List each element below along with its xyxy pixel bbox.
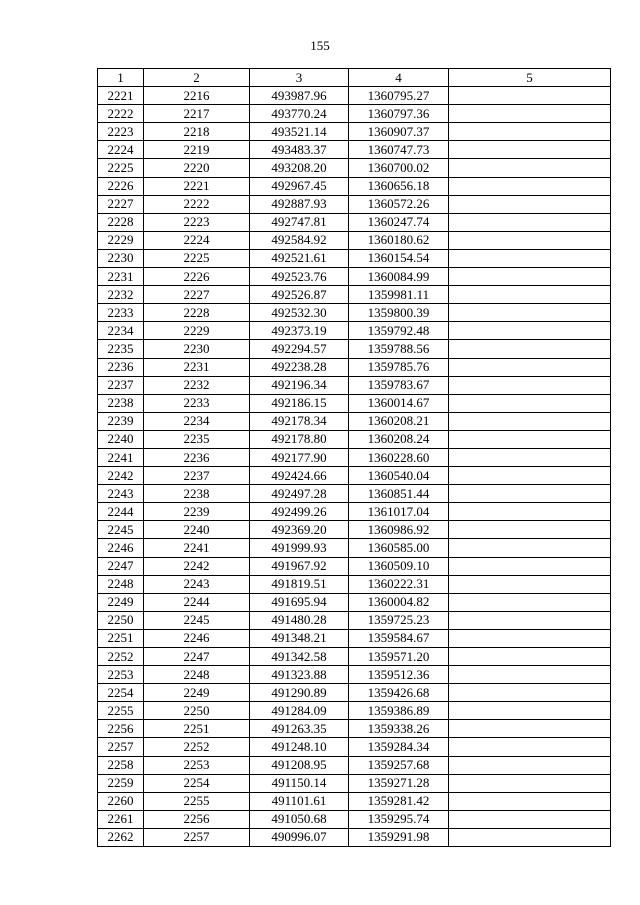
- table-cell: 492196.34: [250, 376, 349, 394]
- table-cell: 1361017.04: [349, 503, 449, 521]
- table-cell: 2249: [144, 684, 250, 702]
- table-cell: 1360851.44: [349, 485, 449, 503]
- table-cell: 491967.92: [250, 557, 349, 575]
- table-cell: 2223: [98, 123, 144, 141]
- table-cell: [449, 485, 611, 503]
- table-cell: 491999.93: [250, 539, 349, 557]
- table-cell: [449, 828, 611, 846]
- table-cell: 1359792.48: [349, 322, 449, 340]
- table-cell: 2224: [98, 141, 144, 159]
- table-cell: [449, 521, 611, 539]
- table-cell: 2261: [98, 810, 144, 828]
- table-cell: 1360797.36: [349, 105, 449, 123]
- table-cell: [449, 177, 611, 195]
- table-cell: [449, 810, 611, 828]
- table-cell: 2226: [144, 268, 250, 286]
- table-cell: 2224: [144, 231, 250, 249]
- table-cell: 1359386.89: [349, 702, 449, 720]
- table-cell: 1360907.37: [349, 123, 449, 141]
- table-cell: 2247: [144, 648, 250, 666]
- column-header: 4: [349, 69, 449, 87]
- table-cell: 493521.14: [250, 123, 349, 141]
- table-cell: 2250: [144, 702, 250, 720]
- table-cell: [449, 720, 611, 738]
- table-cell: 2239: [144, 503, 250, 521]
- table-cell: 2221: [144, 177, 250, 195]
- table-cell: 1360540.04: [349, 467, 449, 485]
- table-cell: 1360208.21: [349, 412, 449, 430]
- table-row: [98, 774, 611, 792]
- table-cell: [449, 304, 611, 322]
- table-cell: 2230: [98, 249, 144, 267]
- table-cell: [449, 738, 611, 756]
- page-number: 155: [310, 38, 330, 53]
- table-cell: 492497.28: [250, 485, 349, 503]
- table-cell: 492499.26: [250, 503, 349, 521]
- table-cell: 1359584.67: [349, 629, 449, 647]
- table-cell: 492584.92: [250, 231, 349, 249]
- table-row: [98, 376, 611, 394]
- table-cell: [449, 430, 611, 448]
- table-row: [98, 159, 611, 177]
- table-cell: 2235: [98, 340, 144, 358]
- table-cell: 1359281.42: [349, 792, 449, 810]
- table-cell: [449, 322, 611, 340]
- table-cell: 2254: [144, 774, 250, 792]
- table-row: [98, 738, 611, 756]
- table-cell: 2252: [144, 738, 250, 756]
- table-cell: 491342.58: [250, 648, 349, 666]
- table-cell: 492424.66: [250, 467, 349, 485]
- table-cell: [449, 666, 611, 684]
- table-row: [98, 123, 611, 141]
- table-cell: [449, 448, 611, 466]
- table-cell: 2242: [98, 467, 144, 485]
- table-cell: 1360004.82: [349, 593, 449, 611]
- table-cell: [449, 358, 611, 376]
- table-body: [98, 87, 611, 847]
- table-cell: 2231: [144, 358, 250, 376]
- table-cell: [449, 629, 611, 647]
- table-cell: 491819.51: [250, 575, 349, 593]
- table-row: [98, 177, 611, 195]
- table-cell: 1360084.99: [349, 268, 449, 286]
- table-cell: 491348.21: [250, 629, 349, 647]
- table-cell: 2230: [144, 340, 250, 358]
- table-cell: 1359783.67: [349, 376, 449, 394]
- table-row: [98, 810, 611, 828]
- table-cell: 2241: [144, 539, 250, 557]
- table-cell: [449, 503, 611, 521]
- table-cell: 2233: [98, 304, 144, 322]
- table-cell: 1360656.18: [349, 177, 449, 195]
- table-cell: 2220: [144, 159, 250, 177]
- table-cell: 491101.61: [250, 792, 349, 810]
- table-cell: 492532.30: [250, 304, 349, 322]
- table-cell: 2227: [144, 286, 250, 304]
- table-cell: 2226: [98, 177, 144, 195]
- table-row: [98, 720, 611, 738]
- table-cell: 491323.88: [250, 666, 349, 684]
- table-cell: 1359271.28: [349, 774, 449, 792]
- table-cell: 2251: [144, 720, 250, 738]
- table-cell: [449, 231, 611, 249]
- table-cell: 2250: [98, 611, 144, 629]
- table-cell: 1360180.62: [349, 231, 449, 249]
- table-row: [98, 575, 611, 593]
- table-cell: 2259: [98, 774, 144, 792]
- table-cell: 492178.80: [250, 430, 349, 448]
- table-cell: 492521.61: [250, 249, 349, 267]
- table-cell: 492523.76: [250, 268, 349, 286]
- column-header: 1: [98, 69, 144, 87]
- table-cell: 1359284.34: [349, 738, 449, 756]
- table-cell: [449, 648, 611, 666]
- table-cell: 2262: [98, 828, 144, 846]
- table-cell: 491695.94: [250, 593, 349, 611]
- table-cell: 1360700.02: [349, 159, 449, 177]
- table-cell: 2239: [98, 412, 144, 430]
- table-cell: 491290.89: [250, 684, 349, 702]
- table-cell: 2243: [144, 575, 250, 593]
- table-cell: 1359800.39: [349, 304, 449, 322]
- table-cell: 2238: [98, 394, 144, 412]
- table-cell: [449, 792, 611, 810]
- table-cell: [449, 213, 611, 231]
- table-cell: 1359571.20: [349, 648, 449, 666]
- table-cell: 2247: [98, 557, 144, 575]
- table-cell: 2244: [98, 503, 144, 521]
- table-cell: [449, 412, 611, 430]
- table-cell: 1359257.68: [349, 756, 449, 774]
- table-cell: 491208.95: [250, 756, 349, 774]
- table-cell: [449, 195, 611, 213]
- table-row: [98, 286, 611, 304]
- table-cell: 2257: [98, 738, 144, 756]
- table-cell: 2243: [98, 485, 144, 503]
- table-cell: 1359295.74: [349, 810, 449, 828]
- table-row: [98, 394, 611, 412]
- table-cell: 2231: [98, 268, 144, 286]
- table-cell: 2218: [144, 123, 250, 141]
- table-row: [98, 611, 611, 629]
- table-cell: 1360572.26: [349, 195, 449, 213]
- table-cell: [449, 593, 611, 611]
- table-cell: 492177.90: [250, 448, 349, 466]
- coordinates-table: [97, 68, 611, 847]
- table-cell: 2255: [144, 792, 250, 810]
- table-row: [98, 448, 611, 466]
- table-cell: 2227: [98, 195, 144, 213]
- table-cell: 2248: [98, 575, 144, 593]
- table-cell: 1359725.23: [349, 611, 449, 629]
- table-cell: [449, 141, 611, 159]
- table-row: [98, 684, 611, 702]
- table-cell: [449, 539, 611, 557]
- table-row: [98, 87, 611, 105]
- table-cell: 2229: [98, 231, 144, 249]
- table-row: [98, 195, 611, 213]
- table-cell: 2245: [144, 611, 250, 629]
- table-cell: 1359291.98: [349, 828, 449, 846]
- table-row: [98, 629, 611, 647]
- table-row: [98, 141, 611, 159]
- table-cell: 490996.07: [250, 828, 349, 846]
- table-row: [98, 340, 611, 358]
- table-cell: 492369.20: [250, 521, 349, 539]
- table-cell: 1359981.11: [349, 286, 449, 304]
- table-row: [98, 593, 611, 611]
- table-cell: 2249: [98, 593, 144, 611]
- table-cell: [449, 394, 611, 412]
- table-cell: 2240: [144, 521, 250, 539]
- table-row: [98, 702, 611, 720]
- table-cell: 2246: [98, 539, 144, 557]
- table-cell: 1360014.67: [349, 394, 449, 412]
- table-cell: 1360154.54: [349, 249, 449, 267]
- table-cell: 2257: [144, 828, 250, 846]
- table-cell: 1359788.56: [349, 340, 449, 358]
- table-cell: 1360986.92: [349, 521, 449, 539]
- table-cell: 493987.96: [250, 87, 349, 105]
- table-cell: 2232: [98, 286, 144, 304]
- table-cell: 2256: [144, 810, 250, 828]
- table-cell: 2221: [98, 87, 144, 105]
- table-cell: 1360222.31: [349, 575, 449, 593]
- table-row: [98, 412, 611, 430]
- table-row: [98, 557, 611, 575]
- table-cell: 2217: [144, 105, 250, 123]
- table-cell: 2258: [98, 756, 144, 774]
- table-row: [98, 430, 611, 448]
- table-cell: 2253: [144, 756, 250, 774]
- table-cell: [449, 702, 611, 720]
- table-row: [98, 105, 611, 123]
- table-cell: 1359512.36: [349, 666, 449, 684]
- table-row: [98, 666, 611, 684]
- table-cell: 2233: [144, 394, 250, 412]
- table-cell: 2225: [144, 249, 250, 267]
- table-cell: [449, 774, 611, 792]
- table-cell: 2228: [98, 213, 144, 231]
- table-cell: 2236: [144, 448, 250, 466]
- table-cell: [449, 105, 611, 123]
- column-header: 3: [250, 69, 349, 87]
- table-cell: 1359785.76: [349, 358, 449, 376]
- table-row: [98, 521, 611, 539]
- column-header: 2: [144, 69, 250, 87]
- table-cell: 492186.15: [250, 394, 349, 412]
- table-cell: [449, 123, 611, 141]
- table-cell: 492887.93: [250, 195, 349, 213]
- column-header: 5: [449, 69, 611, 87]
- table-cell: [449, 286, 611, 304]
- table-cell: [449, 249, 611, 267]
- table-cell: 2241: [98, 448, 144, 466]
- table-cell: 1359338.26: [349, 720, 449, 738]
- table-cell: 2223: [144, 213, 250, 231]
- table-cell: 1359426.68: [349, 684, 449, 702]
- table-row: [98, 467, 611, 485]
- table-cell: 1360747.73: [349, 141, 449, 159]
- table-row: [98, 539, 611, 557]
- table-header-row: [98, 69, 611, 87]
- table-row: [98, 249, 611, 267]
- table-cell: 491284.09: [250, 702, 349, 720]
- table-cell: 492178.34: [250, 412, 349, 430]
- table-cell: 1360509.10: [349, 557, 449, 575]
- table-row: [98, 322, 611, 340]
- table-cell: 1360247.74: [349, 213, 449, 231]
- table-cell: 491150.14: [250, 774, 349, 792]
- table-cell: 492294.57: [250, 340, 349, 358]
- table-cell: [449, 684, 611, 702]
- table-cell: 492526.87: [250, 286, 349, 304]
- table-cell: 2229: [144, 322, 250, 340]
- table-cell: [449, 268, 611, 286]
- table-cell: [449, 756, 611, 774]
- table-row: [98, 213, 611, 231]
- table-cell: 493770.24: [250, 105, 349, 123]
- table-cell: 493483.37: [250, 141, 349, 159]
- table-row: [98, 756, 611, 774]
- table-cell: 2254: [98, 684, 144, 702]
- table-cell: 2244: [144, 593, 250, 611]
- table-cell: 2234: [144, 412, 250, 430]
- table-cell: 2242: [144, 557, 250, 575]
- table-cell: 492373.19: [250, 322, 349, 340]
- table-cell: 492238.28: [250, 358, 349, 376]
- table-cell: 2248: [144, 666, 250, 684]
- table-row: [98, 231, 611, 249]
- table-cell: 2236: [98, 358, 144, 376]
- table-cell: 1360795.27: [349, 87, 449, 105]
- table-cell: 2235: [144, 430, 250, 448]
- table-cell: [449, 557, 611, 575]
- table-cell: 2232: [144, 376, 250, 394]
- table-row: [98, 648, 611, 666]
- table-cell: 2222: [98, 105, 144, 123]
- table-row: [98, 792, 611, 810]
- table-cell: [449, 575, 611, 593]
- table-cell: 2237: [98, 376, 144, 394]
- table-cell: 2228: [144, 304, 250, 322]
- table-cell: 491050.68: [250, 810, 349, 828]
- table-cell: 2251: [98, 629, 144, 647]
- table-cell: 2237: [144, 467, 250, 485]
- table-cell: 2219: [144, 141, 250, 159]
- table-cell: [449, 340, 611, 358]
- table-cell: 2245: [98, 521, 144, 539]
- table-row: [98, 485, 611, 503]
- table-cell: [449, 376, 611, 394]
- table-cell: 2240: [98, 430, 144, 448]
- table-cell: 2225: [98, 159, 144, 177]
- table-cell: 2256: [98, 720, 144, 738]
- table-cell: [449, 159, 611, 177]
- table-cell: [449, 87, 611, 105]
- table-row: [98, 503, 611, 521]
- table-cell: 2253: [98, 666, 144, 684]
- table-cell: 493208.20: [250, 159, 349, 177]
- table-row: [98, 268, 611, 286]
- table-cell: 1360208.24: [349, 430, 449, 448]
- table-cell: 491480.28: [250, 611, 349, 629]
- table-cell: 2216: [144, 87, 250, 105]
- table-cell: 492967.45: [250, 177, 349, 195]
- table-cell: [449, 467, 611, 485]
- table-cell: 2252: [98, 648, 144, 666]
- table-cell: 2234: [98, 322, 144, 340]
- table-cell: 1360585.00: [349, 539, 449, 557]
- table-row: [98, 304, 611, 322]
- table-cell: 2238: [144, 485, 250, 503]
- table-cell: 1360228.60: [349, 448, 449, 466]
- table-cell: [449, 611, 611, 629]
- table-cell: 2222: [144, 195, 250, 213]
- table-cell: 491248.10: [250, 738, 349, 756]
- table-cell: 2246: [144, 629, 250, 647]
- table-row: [98, 358, 611, 376]
- table-cell: 2255: [98, 702, 144, 720]
- table-cell: 492747.81: [250, 213, 349, 231]
- table-cell: 2260: [98, 792, 144, 810]
- table-cell: 491263.35: [250, 720, 349, 738]
- table-row: [98, 828, 611, 846]
